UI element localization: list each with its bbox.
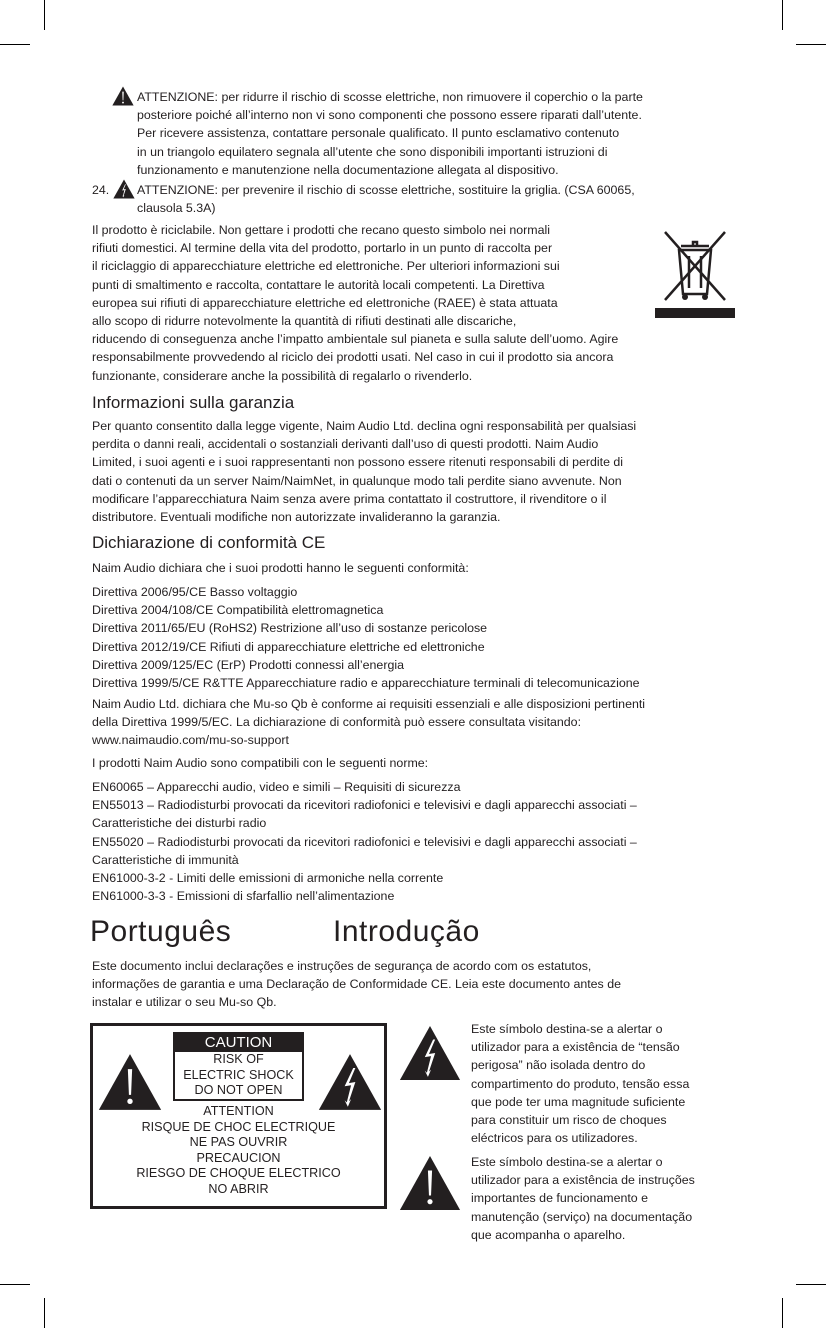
text-line: posteriore poiché all’interno non vi sono componenti che possono essere riparati dall’utente. (137, 108, 642, 123)
text-line: Este documento inclui declarações e instruções de segurança de acordo com os estatutos, (92, 959, 592, 973)
text-line: punti di smaltimento e raccolta, contattare le autorità locali competenti. La Direttiva (92, 277, 545, 292)
text-line: ATTENZIONE: per ridurre il rischio di scosse elettriche, non rimuovere il coperchio o la parte (137, 90, 643, 104)
text-line: ELECTRIC SHOCK (183, 1067, 294, 1082)
text-line: funzionante, considerare anche la possibilità di regalarlo o rivenderlo. (92, 368, 473, 383)
declaration-paragraph (92, 695, 645, 750)
text-line: funzionamento e manutenzione nella documentazione allegata al dispositivo. (137, 162, 559, 177)
text-line: clausola 5.3A) (137, 201, 216, 216)
crop-mark (0, 44, 30, 45)
text-line: que acompanha o aparelho. (471, 1227, 626, 1242)
list-item: Caratteristiche dei disturbi radio (92, 816, 267, 831)
warranty-paragraph (92, 417, 636, 526)
crop-mark (44, 1298, 45, 1328)
text-line: europea sui rifiuti di apparecchiature elettriche ed elettroniche (RAEE) è stata attuata (92, 295, 558, 310)
text-line: distributore. Eventuali modifiche non autorizzate invalideranno la garanzia. (92, 509, 501, 524)
exclamation-warning-icon (97, 1053, 163, 1111)
caution-panel (173, 1032, 304, 1101)
lightning-warning-icon (317, 1053, 383, 1111)
crop-mark (782, 1298, 783, 1328)
text-line: Este símbolo destina-se a alertar o (471, 1155, 663, 1169)
text-line: riducendo di conseguenza anche l’impatto ambientale sul pianeta e sulla salute dell’uomo. Agire (92, 332, 619, 347)
text-line: que pode ter uma magnitude suficiente (471, 1094, 686, 1109)
crop-mark (796, 44, 826, 45)
list-item: Direttiva 2012/19/CE Rifiuti di apparecchiature elettriche ed elettroniche (92, 639, 485, 654)
text-line: importantes de funcionamento e (471, 1191, 649, 1206)
text-line: RISK OF (213, 1052, 264, 1066)
list-item: Caratteristiche di immunità (92, 852, 239, 867)
text-line: manutenção (serviço) na documentação (471, 1209, 693, 1224)
list-item: EN60065 – Apparecchi audio, video e simili – Requisiti di sicurezza (92, 780, 461, 794)
text-line: RIESGO DE CHOQUE ELECTRICO (136, 1166, 341, 1180)
text-line: Per ricevere assistenza, contattare personale qualificato. Il punto esclamativo contenuto (137, 126, 620, 141)
text-line: informações de garantia e uma Declaração de Conformidade CE. Leia este documento antes de (92, 977, 621, 992)
lightning-warning-icon (397, 1025, 463, 1081)
text-line: modificare l’apparecchiatura Naim senza avere prima contattato il costruttore, il rivenditore o il (92, 491, 607, 506)
norms-list (92, 778, 637, 905)
directives-list (92, 583, 640, 692)
text-line: rifiuti domestici. Al termine della vita del prodotto, portarlo in un punto di raccolta per (92, 241, 553, 256)
text-line: il riciclaggio di apparecchiature elettriche ed elettroniche. Per ulteriori informazioni sui (92, 259, 560, 274)
text-line: in un triangolo equilatero segnala all’utente che sono disponibili importanti istruzioni di (137, 144, 608, 159)
text-line: instalar e utilizar o seu Mu-so Qb. (92, 995, 277, 1010)
crop-mark (0, 1284, 30, 1285)
crop-mark (796, 1284, 826, 1285)
list-item: EN61000-3-3 - Emissioni di sfarfallio nell’alimentazione (92, 889, 395, 904)
text-line: dati o contenuti da un server Naim/NaimNet, in qualunque modo tali perdite siano avvenute. Non (92, 473, 622, 488)
list-item: Direttiva 2006/95/CE Basso voltaggio (92, 585, 298, 599)
crop-mark (782, 0, 783, 30)
text-line: della Direttiva 1999/5/EC. La dichiarazione di conformità può essere consultata visitando: (92, 715, 582, 730)
text-line: perdita o danni reali, accidentali o sostanziali derivanti dall’uso di questi prodotti. Naim Audio (92, 437, 599, 452)
item-24 (137, 181, 635, 217)
weee-crossed-bin-icon (655, 224, 735, 318)
exclamation-symbol-text (471, 1153, 695, 1244)
caution-title: CAUTION (175, 1034, 302, 1052)
text-line: RISQUE DE CHOC ELECTRIQUE (141, 1119, 336, 1134)
list-item: EN61000-3-2 - Limiti delle emissioni di armoniche nella corrente (92, 870, 444, 885)
text-line: Per quanto consentito dalla legge vigente, Naim Audio Ltd. declina ogni responsabilità per qualsiasi (92, 419, 637, 433)
text-line: eléctricos para os utilizadores. (471, 1131, 638, 1146)
text-line: allo scopo di ridurre notevolmente la quantità di rifiuti destinati alle discariche, (92, 313, 517, 328)
exclamation-warning-icon (397, 1155, 463, 1211)
list-item: EN55020 – Radiodisturbi provocati da ricevitori radiofonici e televisivi e dagli apparecchi associati – (92, 834, 637, 849)
list-item: EN55013 – Radiodisturbi provocati da ricevitori radiofonici e televisivi e dagli apparecchi associati – (92, 798, 637, 813)
text-line: PRECAUCION (196, 1150, 281, 1165)
ce-intro: Naim Audio dichiara che i suoi prodotti hanno le seguenti conformità: (92, 561, 469, 575)
text-line: NO ABRIR (208, 1181, 269, 1196)
ce-heading: Dichiarazione di conformità CE (92, 533, 326, 552)
text-line: responsabilmente provvedendo al riciclo dei prodotti usati. Nel caso in cui il prodotto sia ancora (92, 350, 614, 365)
list-item: Direttiva 2011/65/EU (RoHS2) Restrizione all’uso di sostanze pericolose (92, 621, 488, 636)
text-line: para constituir um risco de choques (471, 1112, 667, 1127)
lightning-warning-icon (113, 179, 135, 199)
section-title: Introdução (333, 915, 480, 948)
text-line: utilizador para a existência de instruções (471, 1173, 695, 1188)
text-line: ATTENTION (203, 1104, 274, 1118)
exclamation-warning-icon (112, 86, 134, 106)
text-line: Naim Audio Ltd. dichiara che Mu-so Qb è conforme ai requisiti essenziali e alle disposizioni pertinenti (92, 697, 646, 711)
item-number: 24. (92, 183, 110, 197)
text-line: Este símbolo destina-se a alertar o (471, 1022, 663, 1036)
recycle-paragraph (92, 221, 618, 385)
text-line: DO NOT OPEN (194, 1083, 283, 1097)
crop-mark (44, 0, 45, 30)
text-line: Il prodotto è riciclabile. Non gettare i prodotti che recano questo simbolo nei normali (92, 223, 551, 237)
caution-label (90, 1023, 387, 1209)
text-line: compartimento do produto, tensão essa (471, 1076, 690, 1091)
text-line: utilizador para a existência de “tensão (471, 1040, 680, 1055)
norms-intro: I prodotti Naim Audio sono compatibili con le seguenti norme: (92, 756, 429, 770)
support-link[interactable]: www.naimaudio.com/mu-so-support (92, 733, 289, 748)
warning-item (137, 88, 643, 179)
language-heading: Português (90, 915, 232, 948)
text-line: perigosa” não isolada dentro do (471, 1058, 646, 1073)
text-line: Limited, i suoi agenti e i suoi rappresentanti non possono essere ritenuti responsabili di perdite di (92, 455, 624, 470)
text-line: ATTENZIONE: per prevenire il rischio di scosse elettriche, sostituire la griglia. (CSA 60065, (137, 183, 635, 197)
list-item: Direttiva 1999/5/CE R&TTE Apparecchiature radio e apparecchiature terminali di telecomunicazione (92, 675, 640, 690)
warranty-heading: Informazioni sulla garanzia (92, 393, 295, 412)
intro-paragraph (92, 957, 621, 1012)
lightning-symbol-text (471, 1020, 689, 1147)
text-line: NE PAS OUVRIR (189, 1135, 288, 1149)
list-item: Direttiva 2004/108/CE Compatibilità elettromagnetica (92, 603, 384, 618)
list-item: Direttiva 2009/125/EC (ErP) Prodotti connessi all’energia (92, 657, 404, 672)
